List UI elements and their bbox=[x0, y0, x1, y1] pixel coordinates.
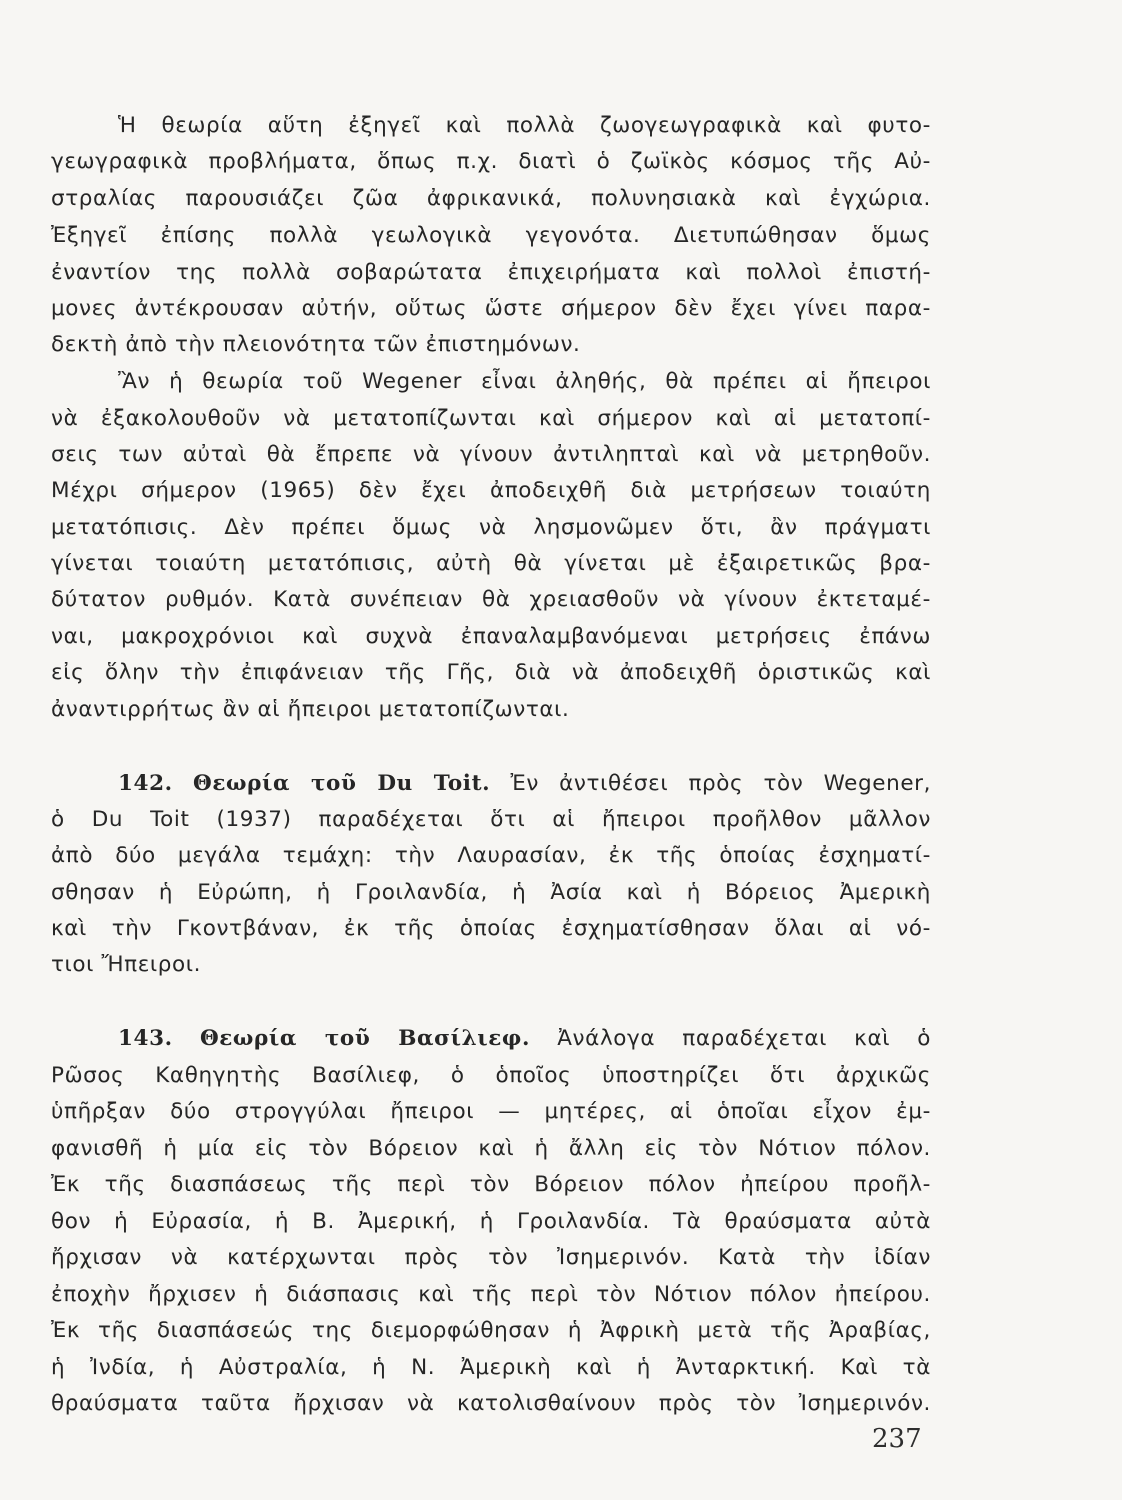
text-line: στραλίας παρουσιάζει ζῶα ἀφρικανικά, πολυνησιακὰ καὶ ἐγχώρια. bbox=[51, 186, 931, 211]
text-line: θον ἡ Εὐρασία, ἡ Β. Ἀμερική, ἡ Γροιλανδία. Τὰ θραύσματα αὐτὰ bbox=[51, 1209, 931, 1234]
text-line: σθησαν ἡ Εὐρώπη, ἡ Γροιλανδία, ἡ Ἀσία καὶ ἡ Βόρειος Ἀμερικὴ bbox=[51, 880, 931, 905]
text-line: ἤρχισαν νὰ κατέρχωνται πρὸς τὸν Ἰσημερινόν. Κατὰ τὴν ἰδίαν bbox=[51, 1245, 931, 1270]
text-line: Ἂν ἡ θεωρία τοῦ Wegener εἶναι ἀληθής, θὰ πρέπει αἱ ἤπειροι bbox=[118, 369, 931, 394]
text-line: Ἡ θεωρία αὕτη ἐξηγεῖ καὶ πολλὰ ζωογεωγραφικὰ καὶ φυτο- bbox=[118, 113, 931, 138]
text-line: ναι, μακροχρόνιοι καὶ συχνὰ ἐπαναλαμβανόμεναι μετρήσεις ἐπάνω bbox=[51, 624, 931, 649]
text-line: Ἐκ τῆς διασπάσεώς της διεμορφώθησαν ἡ Ἀφρικὴ μετὰ τῆς Ἀραβίας, bbox=[51, 1318, 931, 1343]
section-heading-line bbox=[51, 766, 931, 802]
text-line: σεις των αὐταὶ θὰ ἔπρεπε νὰ γίνουν ἀντιληπταὶ καὶ νὰ μετρηθοῦν. bbox=[51, 442, 931, 467]
text-line: ὁ Du Toit (1937) παραδέχεται ὅτι αἱ ἤπειροι προῆλθον μᾶλλον bbox=[51, 807, 931, 832]
section-title: Θεωρία τοῦ Du Toit. bbox=[193, 771, 491, 796]
section-number: 143. bbox=[118, 1026, 173, 1051]
section-heading-rest: Ἀνάλογα παραδέχεται καὶ ὁ bbox=[557, 1026, 931, 1051]
section-heading-rest: Ἐν ἀντιθέσει πρὸς τὸν Wegener, bbox=[510, 771, 931, 796]
text-line: ἐναντίον της πολλὰ σοβαρώτατα ἐπιχειρήματα καὶ πολλοὶ ἐπιστή- bbox=[51, 260, 931, 285]
text-line: νὰ ἐξακολουθοῦν νὰ μετατοπίζωνται καὶ σήμερον καὶ αἱ μετατοπί- bbox=[51, 406, 931, 431]
section-heading-line bbox=[51, 1021, 931, 1057]
text-line: μετατόπισις. Δὲν πρέπει ὅμως νὰ λησμονῶμεν ὅτι, ἂν πράγματι bbox=[51, 515, 931, 540]
text-line: ἡ Ἰνδία, ἡ Αὐστραλία, ἡ Ν. Ἀμερικὴ καὶ ἡ Ἀνταρκτική. Καὶ τὰ bbox=[51, 1355, 931, 1380]
text-line: ὑπῆρξαν δύο στρογγύλαι ἤπειροι — μητέρες, αἱ ὁποῖαι εἶχον ἐμ- bbox=[51, 1099, 931, 1124]
page-number: 237 bbox=[872, 1424, 922, 1454]
text-line: εἰς ὅλην τὴν ἐπιφάνειαν τῆς Γῆς, διὰ νὰ ἀποδειχθῆ ὁριστικῶς καὶ bbox=[51, 660, 931, 685]
text-line: Μέχρι σήμερον (1965) δὲν ἔχει ἀποδειχθῆ διὰ μετρήσεων τοιαύτη bbox=[51, 478, 931, 503]
text-line: Ἐκ τῆς διασπάσεως τῆς περὶ τὸν Βόρειον πόλον ἠπείρου προῆλ- bbox=[51, 1172, 931, 1197]
section-number: 142. bbox=[118, 771, 173, 796]
text-line: ἐποχὴν ἤρχισεν ἡ διάσπασις καὶ τῆς περὶ τὸν Νότιον πόλον ἠπείρου. bbox=[51, 1282, 931, 1307]
text-line: γίνεται τοιαύτη μετατόπισις, αὐτὴ θὰ γίνεται μὲ ἐξαιρετικῶς βρα- bbox=[51, 551, 931, 576]
text-line: δύτατον ρυθμόν. Κατὰ συνέπειαν θὰ χρειασθοῦν νὰ γίνουν ἐκτεταμέ- bbox=[51, 587, 931, 612]
text-line: μονες ἀντέκρουσαν αὐτήν, οὕτως ὥστε σήμερον δὲν ἔχει γίνει παρα- bbox=[51, 296, 931, 321]
text-line: φανισθῆ ἡ μία εἰς τὸν Βόρειον καὶ ἡ ἄλλη εἰς τὸν Νότιον πόλον. bbox=[51, 1136, 931, 1161]
text-line: καὶ τὴν Γκοντβάναν, ἐκ τῆς ὁποίας ἐσχηματίσθησαν ὅλαι αἱ νό- bbox=[51, 916, 931, 941]
text-line: Ἐξηγεῖ ἐπίσης πολλὰ γεωλογικὰ γεγονότα. Διετυπώθησαν ὅμως bbox=[51, 223, 931, 248]
text-line: δεκτὴ ἀπὸ τὴν πλειονότητα τῶν ἐπιστημόνων. bbox=[51, 332, 581, 357]
text-line: Ρῶσος Καθηγητὴς Βασίλιεφ, ὁ ὁποῖος ὑποστηρίζει ὅτι ἀρχικῶς bbox=[51, 1063, 931, 1088]
text-line: ἀπὸ δύο μεγάλα τεμάχη: τὴν Λαυρασίαν, ἐκ τῆς ὁποίας ἐσχηματί- bbox=[51, 843, 931, 868]
section-title: Θεωρία τοῦ Βασίλιεφ. bbox=[199, 1026, 531, 1051]
text-line: ἀναντιρρήτως ἂν αἱ ἤπειροι μετατοπίζωνται. bbox=[51, 697, 570, 722]
text-line: θραύσματα ταῦτα ἤρχισαν νὰ κατολισθαίνουν πρὸς τὸν Ἰσημερινόν. bbox=[51, 1391, 931, 1416]
text-line: τιοι Ἤπειροι. bbox=[51, 952, 202, 977]
text-line: γεωγραφικὰ προβλήματα, ὅπως π.χ. διατὶ ὁ ζωϊκὸς κόσμος τῆς Αὐ- bbox=[51, 149, 931, 174]
